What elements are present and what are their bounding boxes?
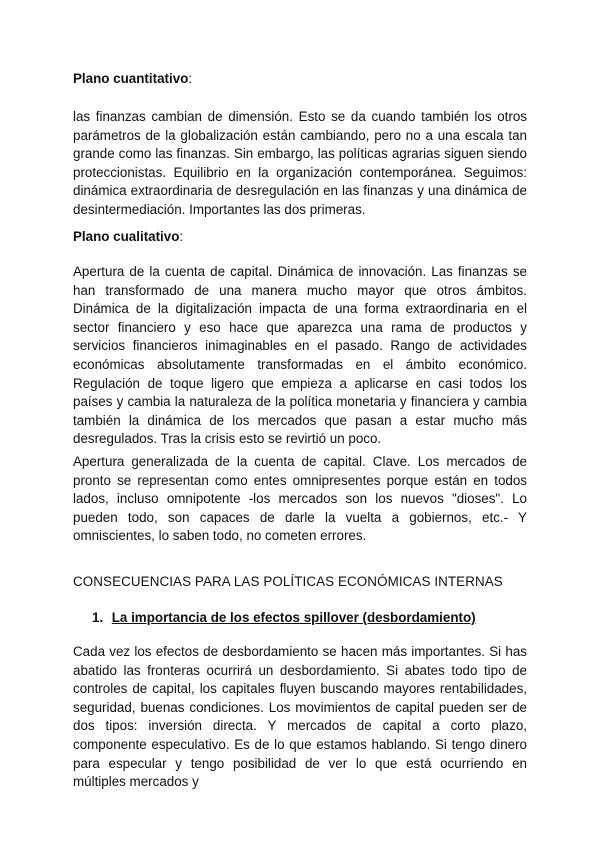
heading-colon: : xyxy=(188,71,193,86)
heading-plano-cualitativo-text: Plano cualitativo xyxy=(73,229,180,244)
heading-plano-cuantitativo xyxy=(73,70,527,89)
paragraph-consecuencias: Cada vez los efectos de desbordamiento se hacen más importantes. Si has abatido las fronteras ocurrirá un desbordamiento. Si abates todo tipo de controles de capital, los capitales fluyen buscando mayores rentabilidades, seguridad, buenas condiciones. Los movimientos de capital pueden ser de dos tipos: inversión directa. Y mercados de capital a corto plazo, componente especulativo. Es de lo que estamos hablando. Si tengo dinero para especular y tengo posibilidad de ver lo que está ocurriendo en múltiples mercados y xyxy=(73,644,527,790)
paragraph-cualitativo-1: Apertura de la cuenta de capital. Dinámica de innovación. Las finanzas se han transformado de una manera mucho mayor que otros ámbitos. Dinámica de la digitalización impacta de una forma extraordinaria en el sector financiero y eso hace que aparezca una rama de productos y servicios financieros inimaginables en el pasado. Rango de actividades económicas absolutamente transformadas en el ámbito económico. Regulación de toque ligero que empieza a aplicarse en casi todos los países y cambia la naturaleza de la política monetaria y financiera y cambia también la dinámica de los mercados que pasan a estar mucho más desregulados. Tras la crisis esto se revirtió un poco. xyxy=(73,264,527,447)
numbered-heading-title: La importancia de los efectos spillover (desbordamiento) xyxy=(111,610,476,625)
heading-plano-cualitativo xyxy=(73,228,527,247)
numbered-heading-spillover xyxy=(92,609,532,628)
paragraph-cualitativo-2: Apertura generalizada de la cuenta de capital. Clave. Los mercados de pronto se representan como entes omnipresentes porque están en todos lados, incluso omnipotente -los mercados son los nuevos "dioses". Lo pueden todo, son capaces de darle la vuelta a gobiernos, etc.- Y omniscientes, lo saben todo, no cometen errores. xyxy=(73,454,527,544)
heading-consecuencias: CONSECUENCIAS PARA LAS POLÍTICAS ECONÓMICAS INTERNAS xyxy=(73,574,503,589)
heading-colon: : xyxy=(179,229,184,244)
heading-plano-cuantitativo-text: Plano cuantitativo xyxy=(73,71,189,86)
list-number: 1. xyxy=(92,610,104,625)
paragraph-cuantitativo: las finanzas cambian de dimensión. Esto se da cuando también los otros parámetros de la globalización están cambiando, pero no a una escala tan grande como las finanzas. Sin embargo, las políticas agrarias siguen siendo proteccionistas. Equilibrio en la organización contemporánea. Seguimos: dinámica extraordinaria de desregulación en las finanzas y una dinámica de desintermediación. Importantes las dos primeras. xyxy=(73,109,527,217)
